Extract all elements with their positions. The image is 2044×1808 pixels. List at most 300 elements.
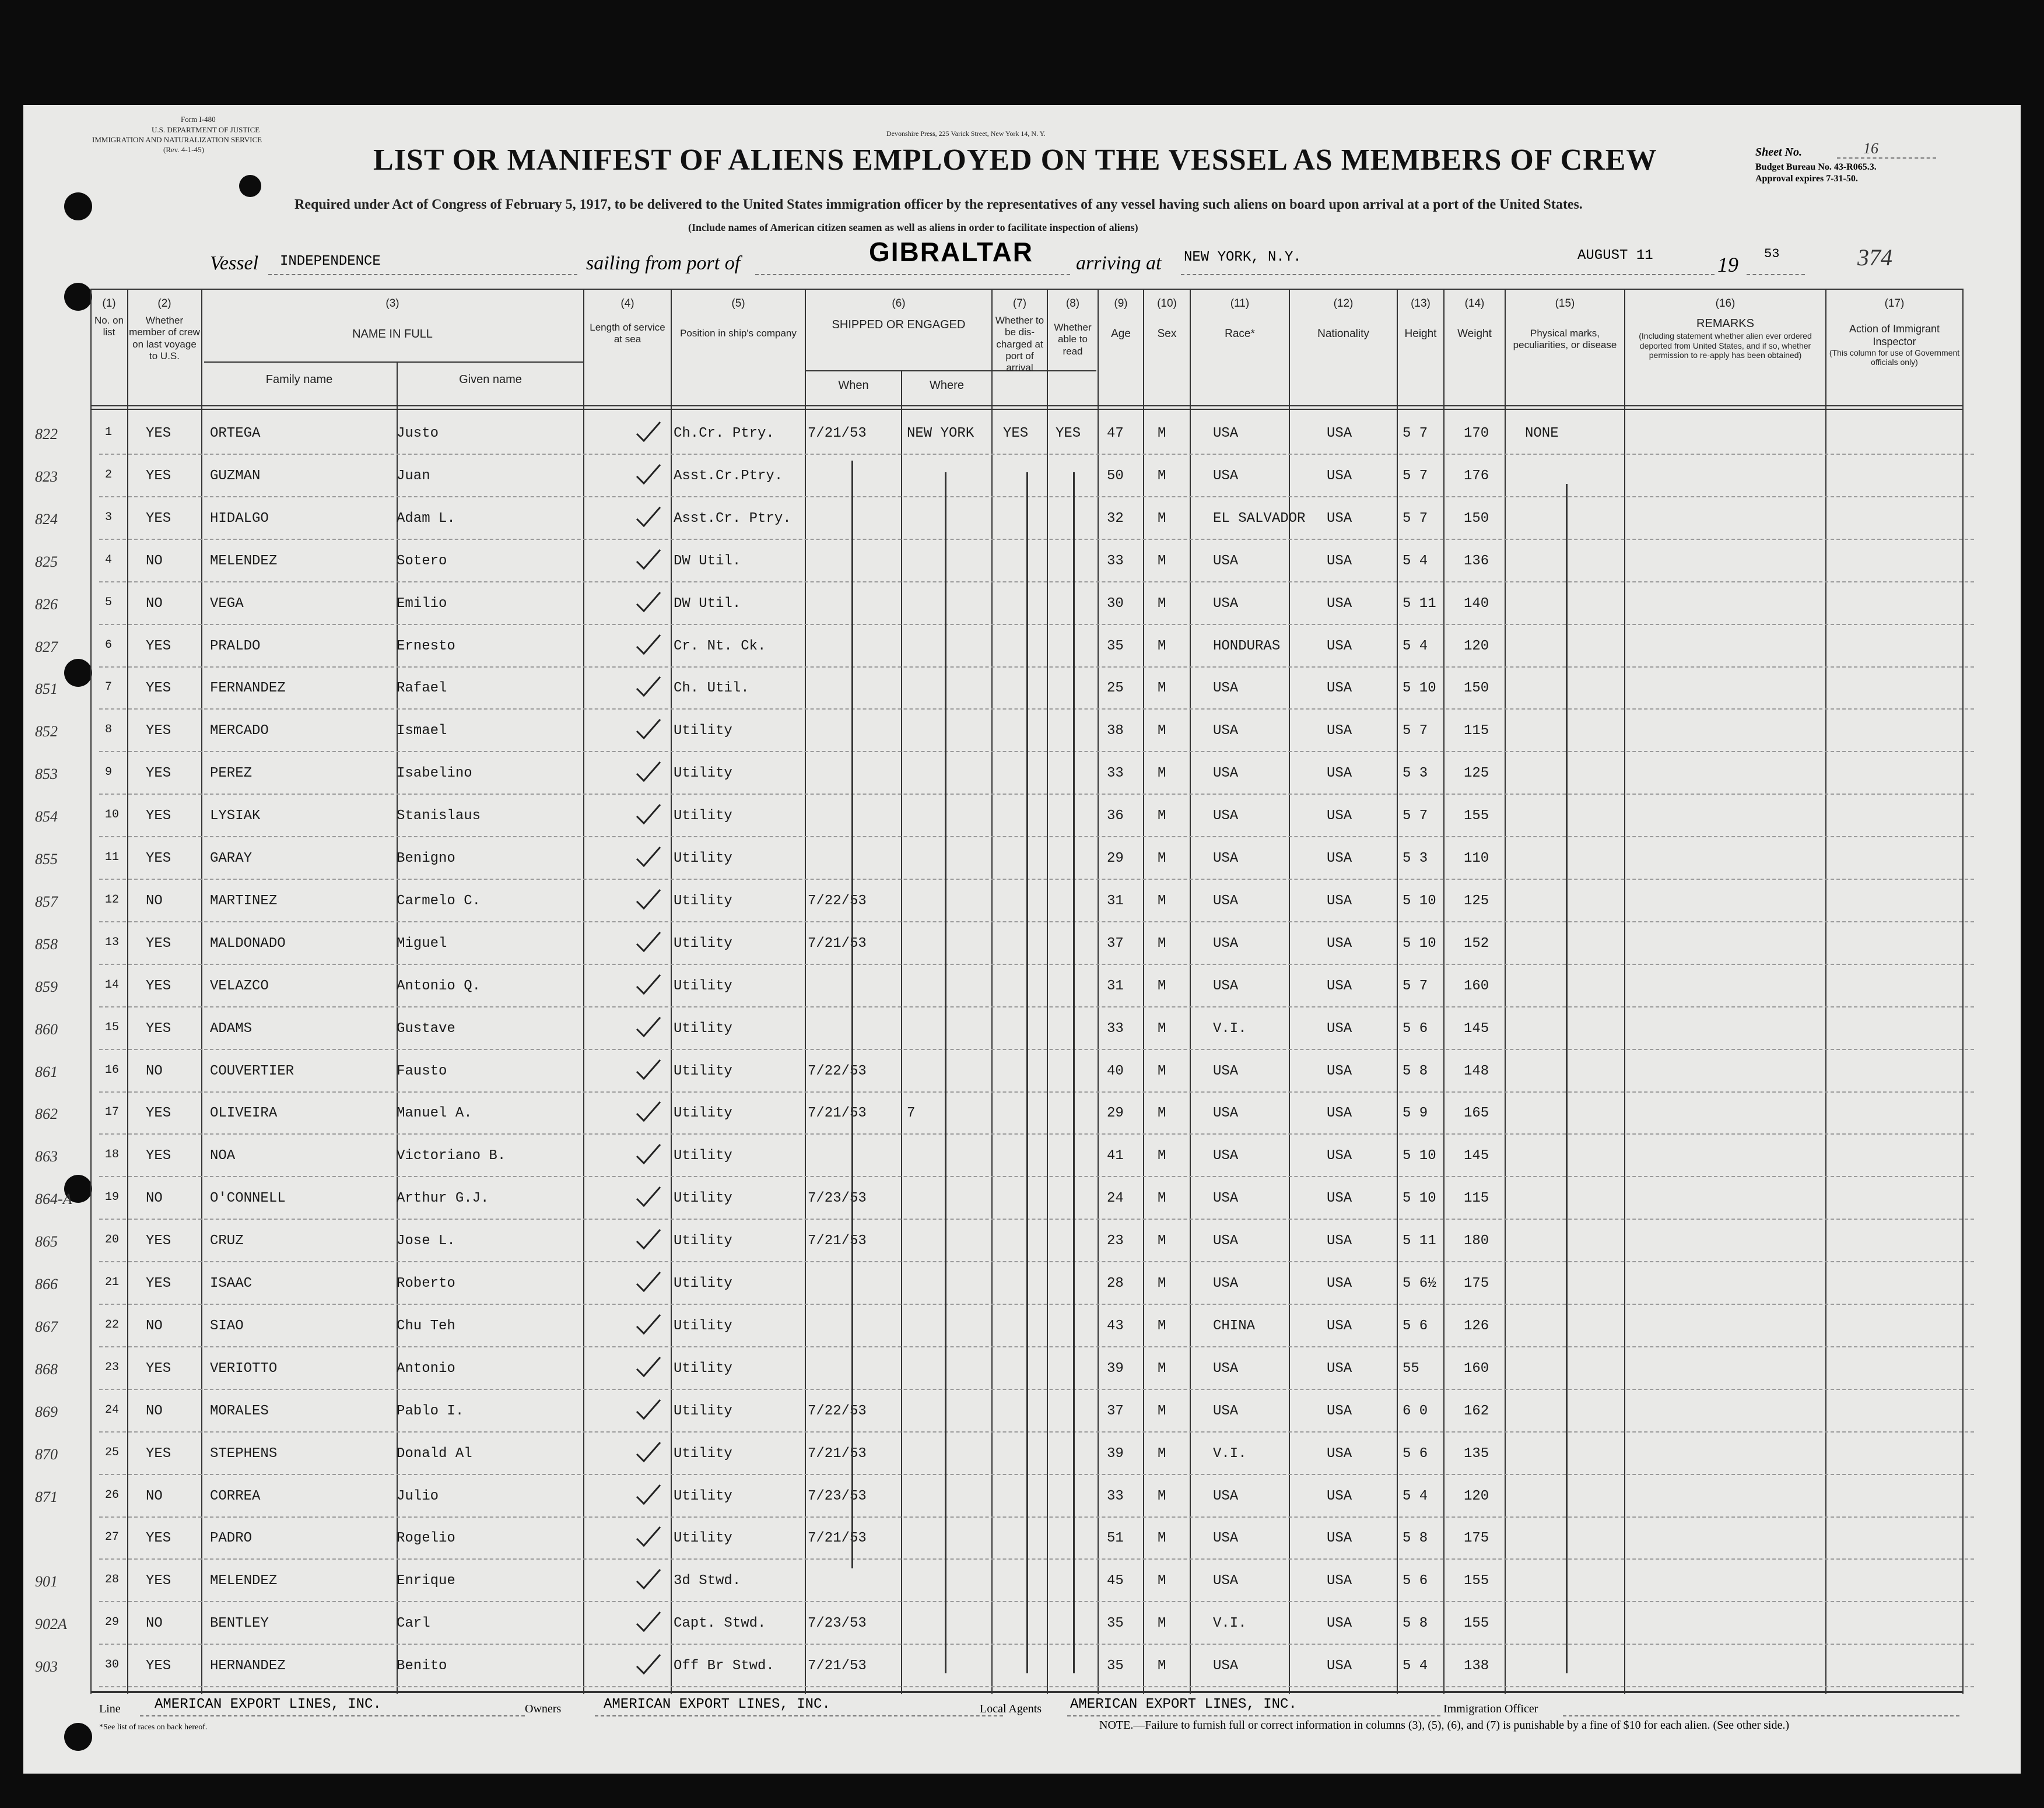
- height: 5 6: [1403, 1020, 1428, 1037]
- table-row: [23, 968, 2021, 1010]
- col-header-15: (15) Physical marks, peculiarities, or disease: [1513, 297, 1617, 351]
- row-ref: 855: [35, 851, 58, 868]
- sex: M: [1158, 1233, 1166, 1249]
- race: USA: [1213, 1148, 1239, 1164]
- service-checkmark-icon: [634, 1651, 662, 1677]
- line-label: Line: [99, 1702, 121, 1715]
- table-row: [23, 1520, 2021, 1562]
- service-checkmark-icon: [634, 844, 662, 869]
- col-header-6: (6) SHIPPED OR ENGAGED: [832, 297, 966, 332]
- weight: 126: [1464, 1318, 1489, 1334]
- height: 5 7: [1403, 723, 1428, 739]
- arriving-label: arriving at: [1076, 252, 1162, 274]
- race: USA: [1213, 723, 1239, 739]
- height: 5 7: [1403, 510, 1428, 526]
- punch-hole: [64, 283, 92, 311]
- given-name: Adam L.: [397, 510, 455, 526]
- position: DW Util.: [674, 595, 741, 612]
- prev-voyage: YES: [146, 978, 171, 994]
- table-row: [23, 1223, 2021, 1265]
- col-header-10: (10) Sex: [1157, 297, 1177, 340]
- height: 5 8: [1403, 1616, 1428, 1632]
- line-value: AMERICAN EXPORT LINES, INC.: [155, 1697, 381, 1712]
- nationality: USA: [1327, 680, 1352, 697]
- height: 5 3: [1403, 766, 1428, 782]
- penalty-note: NOTE.—Failure to furnish full or correct information in columns (3), (5), (6), and (7) is punishable by a fine of $10 for each alien. (See other side.): [1099, 1719, 1789, 1732]
- race: USA: [1213, 1658, 1239, 1674]
- height: 5 10: [1403, 1148, 1436, 1164]
- height: 55: [1403, 1360, 1419, 1377]
- prev-voyage: NO: [146, 1616, 163, 1632]
- family-name: HERNANDEZ: [210, 1658, 286, 1674]
- given-name: Donald Al: [397, 1445, 472, 1462]
- weight: 125: [1464, 893, 1489, 909]
- position: Ch.Cr. Ptry.: [674, 426, 774, 441]
- family-name: OLIVEIRA: [210, 1105, 278, 1122]
- prev-voyage: NO: [146, 595, 163, 612]
- prev-voyage: YES: [146, 1105, 171, 1122]
- nationality: USA: [1327, 510, 1352, 526]
- race: USA: [1213, 1573, 1239, 1589]
- position: Utility: [674, 893, 732, 909]
- race: USA: [1213, 1191, 1239, 1207]
- nationality: USA: [1327, 851, 1352, 866]
- given-name: Roberto: [397, 1276, 455, 1291]
- service-checkmark-icon: [634, 1396, 662, 1422]
- table-row: [23, 500, 2021, 542]
- sex: M: [1158, 510, 1166, 526]
- punch-hole: [239, 175, 261, 197]
- position: Utility: [674, 1063, 732, 1079]
- vessel-label: Vessel: [210, 252, 259, 274]
- sex: M: [1158, 1148, 1166, 1164]
- row-number: 23: [105, 1360, 120, 1374]
- nationality: USA: [1327, 1063, 1352, 1079]
- height: 5 10: [1403, 893, 1436, 909]
- races-note: *See list of races on back hereof.: [99, 1723, 208, 1732]
- age: 35: [1107, 1616, 1124, 1632]
- row-ref: 864-A: [35, 1191, 72, 1208]
- row-ref: 824: [35, 510, 58, 528]
- prev-voyage: YES: [146, 468, 171, 484]
- row-number: 14: [105, 978, 120, 992]
- given-name: Stanislaus: [397, 808, 481, 824]
- row-ref: 869: [35, 1403, 58, 1420]
- table-row: [23, 1350, 2021, 1392]
- service-checkmark-icon: [634, 546, 662, 572]
- row-number: 7: [105, 680, 113, 694]
- given-name: Miguel: [397, 935, 447, 952]
- position: Utility: [674, 1191, 732, 1207]
- row-ref: 826: [35, 595, 58, 613]
- family-name: ISAAC: [210, 1276, 253, 1291]
- row-ref: 865: [35, 1233, 58, 1251]
- row-ref: 858: [35, 935, 58, 953]
- family-name: PRALDO: [210, 638, 261, 654]
- row-number: 28: [105, 1573, 120, 1587]
- age: 31: [1107, 978, 1124, 994]
- form-number: Form I-480: [181, 115, 216, 124]
- given-name: Chu Teh: [397, 1318, 455, 1334]
- row-ref: 825: [35, 553, 58, 570]
- race: USA: [1213, 935, 1239, 952]
- weight: 140: [1464, 595, 1489, 612]
- col-header-16: (16) REMARKS (Including statement whether alien ever ordered deported from United States, and if so, whether permission to re-apply has been obtained): [1639, 297, 1812, 360]
- service-checkmark-icon: [634, 886, 662, 912]
- age: 37: [1107, 1403, 1124, 1419]
- row-number: 26: [105, 1488, 120, 1502]
- family-name: CRUZ: [210, 1233, 244, 1249]
- row-ref: 823: [35, 468, 58, 485]
- manifest-sheet: [23, 105, 2021, 1774]
- position: Asst.Cr. Ptry.: [674, 510, 791, 526]
- race: EL SALVADOR: [1213, 510, 1306, 526]
- table-row: [23, 1180, 2021, 1222]
- row-ref: 902A: [35, 1616, 67, 1633]
- height: 5 7: [1403, 808, 1428, 824]
- shipped-where: 7: [907, 1105, 916, 1122]
- shipped-when: 7/22/53: [808, 1403, 867, 1419]
- table-row: [23, 1308, 2021, 1350]
- prev-voyage: YES: [146, 935, 171, 952]
- family-name: COUVERTIER: [210, 1063, 294, 1079]
- table-row: [23, 1478, 2021, 1520]
- sex: M: [1158, 978, 1166, 994]
- age: 29: [1107, 1105, 1124, 1122]
- table-row: [23, 1010, 2021, 1052]
- nationality: USA: [1327, 1360, 1352, 1377]
- family-name: O'CONNELL: [210, 1191, 286, 1207]
- position: Utility: [674, 1020, 732, 1037]
- row-ref: 870: [35, 1445, 58, 1463]
- age: 39: [1107, 1445, 1124, 1462]
- nationality: USA: [1327, 1191, 1352, 1207]
- shipped-when: 7/21/53: [808, 1530, 867, 1547]
- row-number: 11: [105, 851, 120, 864]
- weight: 165: [1464, 1105, 1489, 1122]
- weight: 180: [1464, 1233, 1489, 1249]
- col-header-11: (11) Race*: [1225, 297, 1255, 340]
- prev-voyage: YES: [146, 510, 171, 526]
- height: 5 3: [1403, 851, 1428, 866]
- prev-voyage: YES: [146, 1530, 171, 1547]
- sex: M: [1158, 1063, 1166, 1079]
- given-name: Juan: [397, 468, 430, 484]
- age: 29: [1107, 851, 1124, 866]
- row-ref: 866: [35, 1276, 58, 1293]
- service-checkmark-icon: [634, 716, 662, 742]
- position: Cr. Nt. Ck.: [674, 638, 766, 654]
- table-row: [23, 585, 2021, 627]
- prev-voyage: YES: [146, 1233, 171, 1249]
- prev-voyage: YES: [146, 723, 171, 739]
- family-name: SIAO: [210, 1318, 244, 1334]
- service-line: IMMIGRATION AND NATURALIZATION SERVICE: [92, 135, 262, 144]
- position: Off Br Stwd.: [674, 1658, 774, 1674]
- race: USA: [1213, 1276, 1239, 1291]
- row-ref: 827: [35, 638, 58, 655]
- given-name: Benigno: [397, 851, 455, 866]
- family-name: PADRO: [210, 1530, 253, 1547]
- printer-line: Devonshire Press, 225 Varick Street, New York 14, N. Y.: [886, 129, 1046, 138]
- nationality: USA: [1327, 638, 1352, 654]
- row-ref: 852: [35, 723, 58, 740]
- weight: 152: [1464, 935, 1489, 952]
- age: 50: [1107, 468, 1124, 484]
- race: USA: [1213, 978, 1239, 994]
- service-checkmark-icon: [634, 1184, 662, 1209]
- nationality: USA: [1327, 1020, 1352, 1037]
- row-ref: 860: [35, 1020, 58, 1038]
- service-checkmark-icon: [634, 1269, 662, 1294]
- given-name: Arthur G.J.: [397, 1191, 489, 1207]
- position: Utility: [674, 1233, 732, 1249]
- given-name: Victoriano B.: [397, 1148, 506, 1164]
- weight: 145: [1464, 1148, 1489, 1164]
- family-name: FERNANDEZ: [210, 680, 286, 697]
- service-checkmark-icon: [634, 1056, 662, 1082]
- nationality: USA: [1327, 468, 1352, 484]
- shipped-when: 7/21/53: [808, 935, 867, 952]
- weight: 136: [1464, 553, 1489, 569]
- service-checkmark-icon: [634, 1609, 662, 1634]
- height: 5 6: [1403, 1445, 1428, 1462]
- row-number: 30: [105, 1658, 120, 1672]
- position: Ch. Util.: [674, 680, 749, 697]
- row-ref: 901: [35, 1573, 58, 1591]
- prev-voyage: YES: [146, 851, 171, 866]
- position: Utility: [674, 1360, 732, 1377]
- service-checkmark-icon: [634, 1439, 662, 1465]
- position: Utility: [674, 1488, 732, 1504]
- table-row: [23, 755, 2021, 797]
- table-row: [23, 1053, 2021, 1095]
- row-number: 29: [105, 1616, 120, 1630]
- sex: M: [1158, 766, 1166, 782]
- officer-label: Immigration Officer: [1443, 1702, 1538, 1715]
- given-name: Fausto: [397, 1063, 447, 1079]
- height: 5 6½: [1403, 1276, 1436, 1291]
- age: 33: [1107, 1020, 1124, 1037]
- row-number: 17: [105, 1105, 120, 1119]
- age: 30: [1107, 595, 1124, 612]
- height: 5 4: [1403, 638, 1428, 654]
- nationality: USA: [1327, 1276, 1352, 1291]
- sex: M: [1158, 1488, 1166, 1504]
- row-number: 13: [105, 935, 120, 949]
- height: 5 9: [1403, 1105, 1428, 1122]
- race: USA: [1213, 595, 1239, 612]
- sex: M: [1158, 1105, 1166, 1122]
- service-checkmark-icon: [634, 504, 662, 529]
- age: 33: [1107, 1488, 1124, 1504]
- table-row: [23, 1138, 2021, 1179]
- weight: 155: [1464, 1573, 1489, 1589]
- sex: M: [1158, 1403, 1166, 1419]
- nationality: USA: [1327, 1573, 1352, 1589]
- family-name: MALDONADO: [210, 935, 286, 952]
- table-row: [23, 458, 2021, 500]
- page-number: 374: [1857, 244, 1892, 271]
- age: 31: [1107, 893, 1124, 909]
- race: USA: [1213, 553, 1239, 569]
- nationality: USA: [1327, 1658, 1352, 1674]
- row-number: 5: [105, 595, 113, 609]
- height: 5 6: [1403, 1318, 1428, 1334]
- shipped-when: 7/23/53: [808, 1191, 867, 1207]
- given-name: Isabelino: [397, 766, 472, 782]
- height: 5 11: [1403, 595, 1436, 612]
- family-name: MERCADO: [210, 723, 269, 739]
- given-name: Manuel A.: [397, 1105, 472, 1122]
- row-ref: 851: [35, 680, 58, 698]
- age: 24: [1107, 1191, 1124, 1207]
- given-name: Emilio: [397, 595, 447, 612]
- sex: M: [1158, 1616, 1166, 1632]
- given-name: Antonio Q.: [397, 978, 481, 994]
- weight: 120: [1464, 638, 1489, 654]
- shipped-when: 7/21/53: [808, 426, 867, 441]
- race: USA: [1213, 1530, 1239, 1547]
- race: V.I.: [1213, 1020, 1247, 1037]
- nationality: USA: [1327, 808, 1352, 824]
- height: 5 6: [1403, 1573, 1428, 1589]
- table-row: [23, 415, 2021, 457]
- position: DW Util.: [674, 553, 741, 569]
- row-number: 3: [105, 510, 113, 524]
- prev-voyage: NO: [146, 893, 163, 909]
- table-row: [23, 1435, 2021, 1477]
- col-header-9: (9) Age: [1111, 297, 1131, 340]
- race: USA: [1213, 680, 1239, 697]
- row-number: 6: [105, 638, 113, 652]
- family-name: ORTEGA: [210, 426, 261, 441]
- family-name: LYSIAK: [210, 808, 261, 824]
- family-name: VEGA: [210, 595, 244, 612]
- height: 5 7: [1403, 468, 1428, 484]
- family-name: VELAZCO: [210, 978, 269, 994]
- age: 38: [1107, 723, 1124, 739]
- race: V.I.: [1213, 1616, 1247, 1632]
- age: 35: [1107, 638, 1124, 654]
- nationality: USA: [1327, 1530, 1352, 1547]
- sheet-label: Sheet No.: [1755, 146, 1802, 159]
- sex: M: [1158, 680, 1166, 697]
- prev-voyage: YES: [146, 638, 171, 654]
- col-header-17: (17) Action of Immigrant Inspector (This column for use of Government officials only): [1829, 297, 1960, 367]
- owners-label: Owners: [525, 1702, 562, 1715]
- page-title: LIST OR MANIFEST OF ALIENS EMPLOYED ON THE VESSEL AS MEMBERS OF CREW: [373, 143, 1657, 177]
- prev-voyage: YES: [146, 1445, 171, 1462]
- service-checkmark-icon: [634, 1481, 662, 1507]
- given-name: Carl: [397, 1616, 430, 1632]
- shipped-when: 7/21/53: [808, 1658, 867, 1674]
- table-row: [23, 1648, 2021, 1690]
- race: USA: [1213, 1063, 1239, 1079]
- given-name: Gustave: [397, 1020, 455, 1037]
- position: 3d Stwd.: [674, 1573, 741, 1589]
- nationality: USA: [1327, 1148, 1352, 1164]
- weight: 176: [1464, 468, 1489, 484]
- nationality: USA: [1327, 978, 1352, 994]
- service-checkmark-icon: [634, 1354, 662, 1379]
- service-checkmark-icon: [634, 673, 662, 699]
- row-number: 8: [105, 723, 113, 737]
- col-header-4: (4) Length of service at sea: [590, 297, 665, 345]
- age: 35: [1107, 1658, 1124, 1674]
- race: USA: [1213, 426, 1239, 441]
- weight: 138: [1464, 1658, 1489, 1674]
- col-header-13: (13) Height: [1404, 297, 1437, 340]
- age: 47: [1107, 426, 1124, 441]
- row-ref: 857: [35, 893, 58, 910]
- shipped-when: 7/23/53: [808, 1488, 867, 1504]
- page-subtitle: Required under Act of Congress of February 5, 1917, to be delivered to the United States immigration officer by the representatives of any vessel having such aliens on board upon arrival at a port of the United States.: [294, 197, 1583, 212]
- sex: M: [1158, 808, 1166, 824]
- nationality: USA: [1327, 1233, 1352, 1249]
- age: 51: [1107, 1530, 1124, 1547]
- height: 5 7: [1403, 426, 1428, 441]
- weight: 115: [1464, 723, 1489, 739]
- row-number: 25: [105, 1445, 120, 1459]
- race: USA: [1213, 1488, 1239, 1504]
- height: 5 8: [1403, 1530, 1428, 1547]
- position: Utility: [674, 1403, 732, 1419]
- table-row: [23, 1605, 2021, 1647]
- weight: 110: [1464, 851, 1489, 866]
- service-checkmark-icon: [634, 1098, 662, 1124]
- row-number: 4: [105, 553, 113, 567]
- row-ref: 861: [35, 1063, 58, 1080]
- row-number: 16: [105, 1063, 120, 1077]
- weight: 155: [1464, 1616, 1489, 1632]
- table-row: [23, 883, 2021, 925]
- age: 41: [1107, 1148, 1124, 1164]
- nationality: USA: [1327, 1445, 1352, 1462]
- col-header-14: (14) Weight: [1457, 297, 1492, 340]
- sex: M: [1158, 1276, 1166, 1291]
- race: USA: [1213, 766, 1239, 782]
- row-number: 2: [105, 468, 113, 482]
- weight: 125: [1464, 766, 1489, 782]
- age: 25: [1107, 680, 1124, 697]
- prev-voyage: YES: [146, 1276, 171, 1291]
- sex: M: [1158, 1318, 1166, 1334]
- service-checkmark-icon: [634, 419, 662, 444]
- nationality: USA: [1327, 1616, 1352, 1632]
- row-number: 9: [105, 766, 113, 780]
- col-header-given: Given name: [459, 373, 522, 386]
- budget-line: Budget Bureau No. 43-R065.3.: [1755, 162, 1877, 172]
- arrival-year: 53: [1764, 247, 1780, 261]
- sex: M: [1158, 1191, 1166, 1207]
- shipped-when: 7/22/53: [808, 893, 867, 909]
- col-header-3: (3) NAME IN FULL: [352, 297, 433, 341]
- prev-voyage: YES: [146, 1020, 171, 1037]
- sex: M: [1158, 1445, 1166, 1462]
- given-name: Carmelo C.: [397, 893, 481, 909]
- family-name: BENTLEY: [210, 1616, 269, 1632]
- able-to-read: YES: [1056, 426, 1081, 441]
- nationality: USA: [1327, 553, 1352, 569]
- sex: M: [1158, 893, 1166, 909]
- family-name: VERIOTTO: [210, 1360, 278, 1377]
- race: CHINA: [1213, 1318, 1256, 1334]
- race: HONDURAS: [1213, 638, 1281, 654]
- height: 5 4: [1403, 1488, 1428, 1504]
- family-name: GUZMAN: [210, 468, 261, 484]
- sex: M: [1158, 553, 1166, 569]
